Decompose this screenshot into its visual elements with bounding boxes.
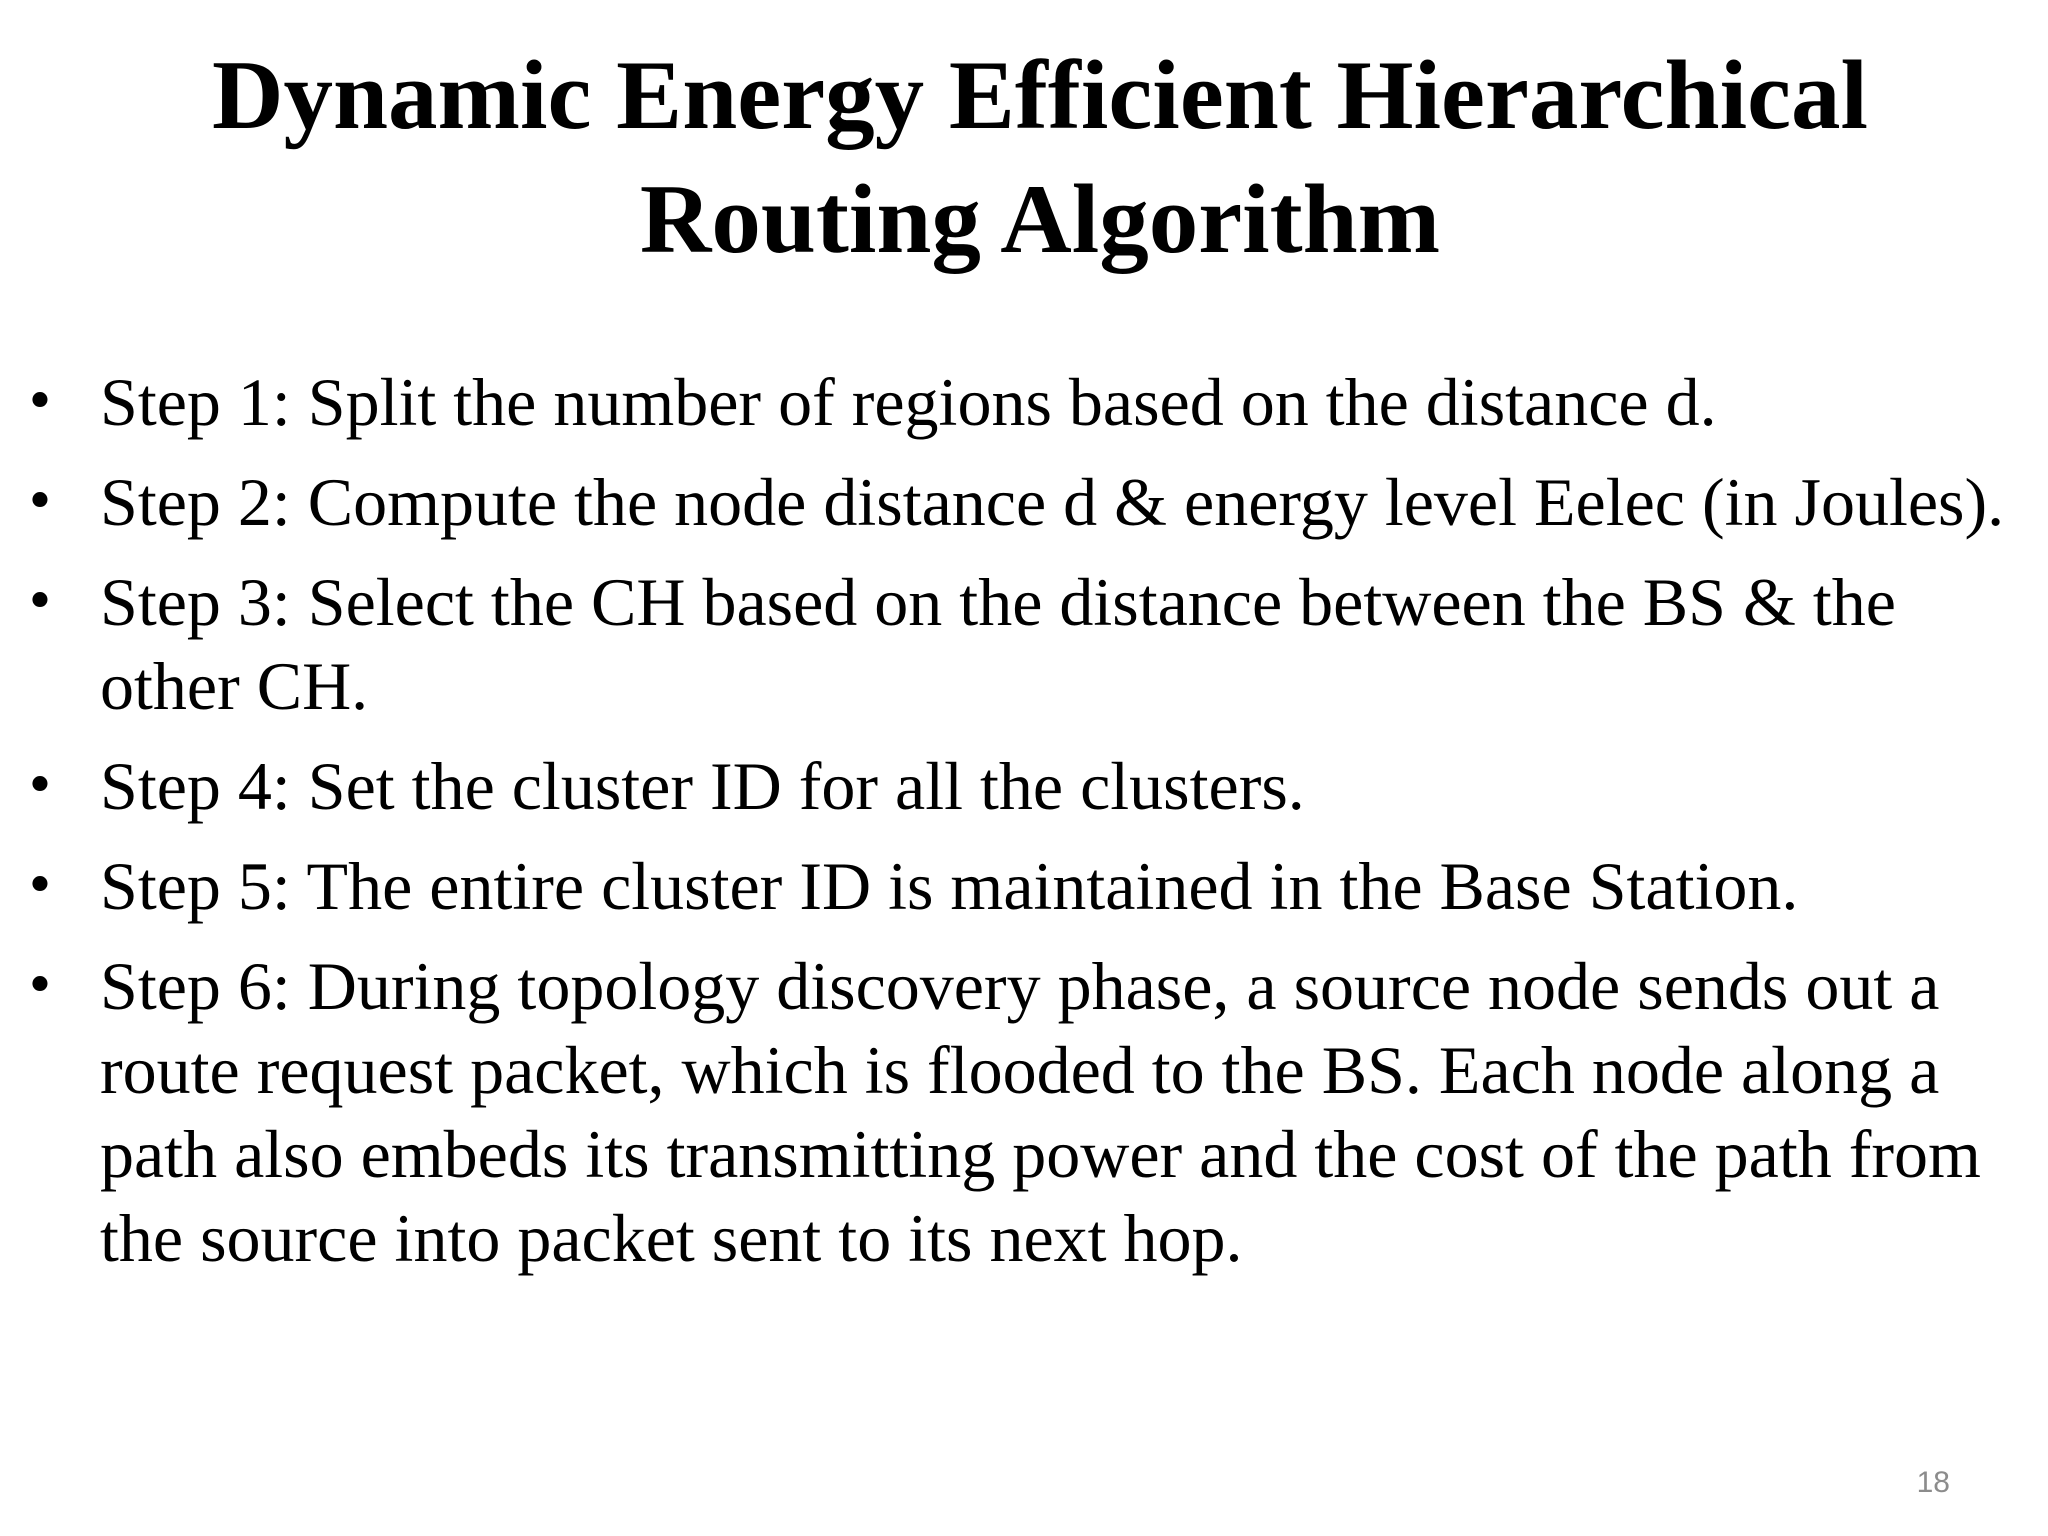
bullet-dot-icon: • bbox=[24, 856, 56, 916]
slide-title-line-2: Routing Algorithm bbox=[639, 165, 1441, 274]
slide-page-number: 18 bbox=[1916, 1466, 1950, 1499]
bullet-text: Step 5: The entire cluster ID is maintained in the Base Station. bbox=[100, 848, 1799, 924]
bullet-text: Step 1: Split the number of regions based on the distance d. bbox=[100, 364, 1717, 440]
bullet-item-step-5 bbox=[20, 844, 2030, 928]
bullet-item-step-1 bbox=[20, 360, 2030, 444]
bullet-dot-icon: • bbox=[24, 372, 56, 432]
bullet-dot-icon: • bbox=[24, 572, 56, 632]
bullet-item-step-3 bbox=[20, 560, 2030, 728]
bullet-item-step-4 bbox=[20, 744, 2030, 828]
bullet-text: Step 3: Select the CH based on the distance between the BS & the other CH. bbox=[100, 564, 1896, 724]
bullet-item-step-2 bbox=[20, 460, 2030, 544]
bullet-text: Step 4: Set the cluster ID for all the clusters. bbox=[100, 748, 1305, 824]
bullet-dot-icon: • bbox=[24, 472, 56, 532]
slide-title-line-1: Dynamic Energy Efficient Hierarchical bbox=[211, 41, 1869, 150]
bullet-list bbox=[20, 360, 2030, 1296]
bullet-text: Step 2: Compute the node distance d & energy level Eelec (in Joules). bbox=[100, 464, 2005, 540]
bullet-dot-icon: • bbox=[24, 956, 56, 1016]
slide-title bbox=[60, 34, 2020, 282]
bullet-dot-icon: • bbox=[24, 756, 56, 816]
bullet-text: Step 6: During topology discovery phase, a source node sends out a route request packet, which is flooded to the BS. Each node along a path also embeds its transmitting power and the cost of the path from the source into packet sent to its next hop. bbox=[100, 948, 1981, 1276]
bullet-item-step-6 bbox=[20, 944, 2030, 1280]
